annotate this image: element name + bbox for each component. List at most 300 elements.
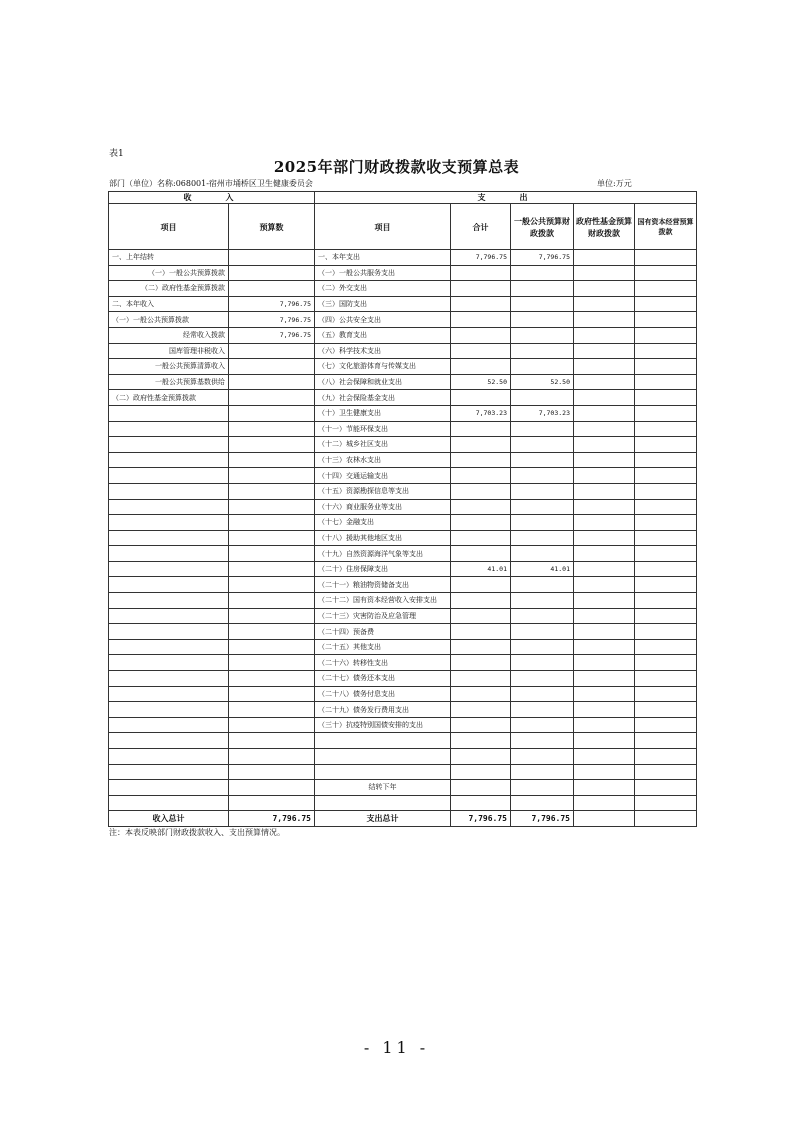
- gov-fund-cell: [574, 343, 635, 359]
- table-row: [109, 390, 697, 406]
- column-header-row: [109, 204, 697, 250]
- gov-fund-cell: [574, 374, 635, 390]
- table-row: [109, 655, 697, 671]
- expense-item-cell: （十二）城乡社区支出: [315, 437, 451, 453]
- income-value-cell: 7,796.75: [229, 327, 315, 343]
- table-row: [109, 749, 697, 765]
- state-capital-cell: [635, 686, 697, 702]
- gov-fund-cell: [574, 639, 635, 655]
- expense-item-cell: （十四）交通运输支出: [315, 468, 451, 484]
- income-item-cell: 二、本年收入: [109, 296, 229, 312]
- table-row: [109, 686, 697, 702]
- table-row: [109, 421, 697, 437]
- table-row: [109, 624, 697, 640]
- income-value-cell: [229, 593, 315, 609]
- total-cell: [451, 795, 511, 811]
- table-row: [109, 405, 697, 421]
- income-value-cell: [229, 421, 315, 437]
- general-budget-cell: 7,703.23: [511, 405, 574, 421]
- total-cell: [451, 530, 511, 546]
- income-item-cell: （二）政府性基金预算拨款: [109, 281, 229, 297]
- general-budget-cell: [511, 764, 574, 780]
- income-item-cell: [109, 577, 229, 593]
- state-capital-cell: [635, 499, 697, 515]
- table-number: 表1: [109, 149, 124, 159]
- income-item-header: 项目: [109, 204, 229, 250]
- gov-fund-cell: [574, 468, 635, 484]
- expense-item-header: 项目: [315, 204, 451, 250]
- expense-item-cell: [315, 795, 451, 811]
- gov-fund-cell: [574, 405, 635, 421]
- state-capital-cell: [635, 405, 697, 421]
- income-value-cell: [229, 702, 315, 718]
- total-cell: [451, 639, 511, 655]
- expense-item-cell: （二十六）转移性支出: [315, 655, 451, 671]
- income-item-cell: [109, 530, 229, 546]
- table-row: [109, 281, 697, 297]
- general-budget-cell: [511, 281, 574, 297]
- state-capital-cell: [635, 250, 697, 266]
- state-capital-header: 国有资本经营预算拨款: [635, 204, 697, 250]
- table-row: [109, 639, 697, 655]
- income-item-cell: 一般公共预算基数供给: [109, 374, 229, 390]
- gov-fund-cell: [574, 717, 635, 733]
- total-cell: [451, 327, 511, 343]
- income-item-cell: [109, 499, 229, 515]
- table-row: [109, 483, 697, 499]
- general-budget-cell: [511, 483, 574, 499]
- state-capital-cell: [635, 655, 697, 671]
- state-capital-cell: [635, 530, 697, 546]
- general-budget-cell: [511, 296, 574, 312]
- total-header: 合计: [451, 204, 511, 250]
- gov-fund-cell: [574, 452, 635, 468]
- table-row: [109, 452, 697, 468]
- table-row: [109, 312, 697, 328]
- total-cell: [451, 749, 511, 765]
- state-capital-cell: [635, 374, 697, 390]
- general-budget-cell: 52.50: [511, 374, 574, 390]
- state-capital-cell: [635, 608, 697, 624]
- income-item-cell: [109, 655, 229, 671]
- total-cell: [451, 764, 511, 780]
- table-row: [109, 343, 697, 359]
- expense-item-cell: （五）教育支出: [315, 327, 451, 343]
- state-capital-cell: [635, 343, 697, 359]
- income-value-cell: [229, 639, 315, 655]
- income-value-cell: [229, 343, 315, 359]
- state-capital-cell: [635, 671, 697, 687]
- table-row: [109, 327, 697, 343]
- table-row: [109, 780, 697, 796]
- income-value-cell: [229, 499, 315, 515]
- income-value-cell: [229, 577, 315, 593]
- income-value-cell: [229, 483, 315, 499]
- general-budget-cell: 41.01: [511, 561, 574, 577]
- general-budget-cell: [511, 593, 574, 609]
- total-cell: [451, 671, 511, 687]
- gov-fund-cell: [574, 515, 635, 531]
- income-item-cell: 国库管理非税收入: [109, 343, 229, 359]
- general-budget-cell: [511, 530, 574, 546]
- gov-fund-cell: [574, 764, 635, 780]
- general-budget-cell: [511, 795, 574, 811]
- state-capital-cell: [635, 717, 697, 733]
- table-row: [109, 265, 697, 281]
- general-budget-cell: [511, 265, 574, 281]
- total-cell: [451, 780, 511, 796]
- table-row: [109, 795, 697, 811]
- expense-item-cell: （二十一）粮油物资储备支出: [315, 577, 451, 593]
- expense-item-cell: [315, 749, 451, 765]
- general-budget-cell: [511, 671, 574, 687]
- expense-item-cell: （二十三）灾害防治及应急管理: [315, 608, 451, 624]
- income-value-cell: [229, 546, 315, 562]
- table-row: [109, 546, 697, 562]
- general-budget-cell: [511, 343, 574, 359]
- expense-item-cell: （十六）商业服务业等支出: [315, 499, 451, 515]
- state-capital-cell: [635, 795, 697, 811]
- gov-fund-total: [574, 811, 635, 827]
- table-row: [109, 561, 697, 577]
- state-capital-cell: [635, 749, 697, 765]
- gov-fund-cell: [574, 655, 635, 671]
- state-capital-cell: [635, 624, 697, 640]
- state-capital-cell: [635, 577, 697, 593]
- gov-fund-cell: [574, 265, 635, 281]
- table-row: [109, 359, 697, 375]
- total-cell: 41.01: [451, 561, 511, 577]
- general-budget-cell: [511, 655, 574, 671]
- gov-fund-cell: [574, 561, 635, 577]
- income-item-cell: [109, 702, 229, 718]
- state-capital-cell: [635, 546, 697, 562]
- expense-item-cell: 一、本年支出: [315, 250, 451, 266]
- table-note: 注：本表反映部门财政拨款收入、支出预算情况。: [109, 828, 285, 837]
- state-capital-cell: [635, 312, 697, 328]
- table-row: [109, 530, 697, 546]
- table-row: [109, 733, 697, 749]
- state-capital-cell: [635, 452, 697, 468]
- state-capital-cell: [635, 593, 697, 609]
- total-cell: [451, 624, 511, 640]
- total-cell: [451, 686, 511, 702]
- general-budget-cell: [511, 702, 574, 718]
- general-budget-cell: [511, 515, 574, 531]
- general-budget-cell: [511, 639, 574, 655]
- state-capital-cell: [635, 780, 697, 796]
- income-item-cell: [109, 452, 229, 468]
- gov-fund-cell: [574, 250, 635, 266]
- income-item-cell: [109, 686, 229, 702]
- expense-item-cell: （十一）节能环保支出: [315, 421, 451, 437]
- state-capital-cell: [635, 702, 697, 718]
- general-budget-cell: [511, 437, 574, 453]
- income-value-cell: [229, 530, 315, 546]
- income-item-cell: [109, 405, 229, 421]
- state-capital-cell: [635, 733, 697, 749]
- income-value-cell: [229, 515, 315, 531]
- total-cell: [451, 468, 511, 484]
- general-budget-cell: [511, 717, 574, 733]
- table-row: [109, 608, 697, 624]
- gov-fund-cell: [574, 608, 635, 624]
- total-cell: [451, 515, 511, 531]
- expense-item-cell: （二十四）预备费: [315, 624, 451, 640]
- expense-item-cell: （二）外交支出: [315, 281, 451, 297]
- income-group-header: 收 入: [109, 192, 315, 204]
- general-budget-cell: [511, 390, 574, 406]
- gov-fund-cell: [574, 686, 635, 702]
- total-cell: [451, 265, 511, 281]
- table-row: [109, 671, 697, 687]
- group-header-row: [109, 192, 697, 204]
- general-budget-cell: [511, 608, 574, 624]
- income-item-cell: [109, 717, 229, 733]
- income-item-cell: [109, 546, 229, 562]
- state-capital-cell: [635, 515, 697, 531]
- expense-item-cell: （二十九）债务发行费用支出: [315, 702, 451, 718]
- gov-fund-cell: [574, 312, 635, 328]
- table-row: [109, 296, 697, 312]
- state-capital-cell: [635, 764, 697, 780]
- gov-fund-header: 政府性基金预算财政拨款: [574, 204, 635, 250]
- totals-row: [109, 811, 697, 827]
- income-item-cell: [109, 624, 229, 640]
- income-value-cell: [229, 405, 315, 421]
- gov-fund-cell: [574, 390, 635, 406]
- total-cell: [451, 593, 511, 609]
- state-capital-cell: [635, 468, 697, 484]
- expense-item-cell: （二十八）债务付息支出: [315, 686, 451, 702]
- expense-item-cell: （十五）资源勘探信息等支出: [315, 483, 451, 499]
- income-value-cell: [229, 780, 315, 796]
- expense-total-value: 7,796.75: [451, 811, 511, 827]
- table-row: [109, 593, 697, 609]
- income-value-cell: [229, 795, 315, 811]
- expense-item-cell: （十）卫生健康支出: [315, 405, 451, 421]
- expense-item-cell: （三）国防支出: [315, 296, 451, 312]
- gov-fund-cell: [574, 624, 635, 640]
- state-capital-cell: [635, 561, 697, 577]
- gov-fund-cell: [574, 499, 635, 515]
- gov-fund-cell: [574, 281, 635, 297]
- table-row: [109, 764, 697, 780]
- income-value-cell: [229, 452, 315, 468]
- page-number: - 11 -: [363, 1038, 430, 1057]
- income-item-cell: [109, 608, 229, 624]
- general-budget-cell: [511, 686, 574, 702]
- income-item-cell: [109, 593, 229, 609]
- gov-fund-cell: [574, 593, 635, 609]
- total-cell: [451, 483, 511, 499]
- gov-fund-cell: [574, 671, 635, 687]
- unit-label: 单位:万元: [597, 179, 632, 188]
- income-item-cell: [109, 421, 229, 437]
- general-budget-cell: [511, 499, 574, 515]
- income-total-value: 7,796.75: [229, 811, 315, 827]
- gov-fund-cell: [574, 530, 635, 546]
- expense-item-cell: 结转下年: [315, 780, 451, 796]
- income-item-cell: [109, 764, 229, 780]
- income-item-cell: [109, 483, 229, 499]
- state-capital-cell: [635, 639, 697, 655]
- expense-item-cell: （二十）住房保障支出: [315, 561, 451, 577]
- general-budget-cell: [511, 452, 574, 468]
- expense-item-cell: [315, 764, 451, 780]
- income-value-cell: [229, 250, 315, 266]
- expense-item-cell: （二十七）债务还本支出: [315, 671, 451, 687]
- table-row: [109, 250, 697, 266]
- income-value-cell: [229, 561, 315, 577]
- budget-table: [108, 191, 697, 827]
- general-budget-cell: [511, 780, 574, 796]
- income-item-cell: [109, 561, 229, 577]
- income-item-cell: 一、上年结转: [109, 250, 229, 266]
- total-cell: [451, 546, 511, 562]
- income-value-cell: [229, 608, 315, 624]
- income-item-cell: [109, 795, 229, 811]
- income-total-label: 收入总计: [109, 811, 229, 827]
- income-value-cell: [229, 468, 315, 484]
- total-cell: [451, 281, 511, 297]
- expense-item-cell: （四）公共安全支出: [315, 312, 451, 328]
- income-item-cell: [109, 639, 229, 655]
- table-row: [109, 468, 697, 484]
- general-budget-cell: [511, 546, 574, 562]
- general-budget-cell: [511, 359, 574, 375]
- expense-general-total: 7,796.75: [511, 811, 574, 827]
- income-value-cell: [229, 281, 315, 297]
- income-item-cell: [109, 515, 229, 531]
- total-cell: [451, 717, 511, 733]
- gov-fund-cell: [574, 359, 635, 375]
- state-capital-cell: [635, 296, 697, 312]
- income-value-cell: [229, 671, 315, 687]
- general-budget-cell: [511, 577, 574, 593]
- income-value-cell: [229, 686, 315, 702]
- income-value-cell: [229, 764, 315, 780]
- state-capital-cell: [635, 390, 697, 406]
- state-capital-cell: [635, 483, 697, 499]
- income-value-cell: [229, 265, 315, 281]
- total-cell: [451, 608, 511, 624]
- table-row: [109, 515, 697, 531]
- gov-fund-cell: [574, 437, 635, 453]
- gov-fund-cell: [574, 733, 635, 749]
- expense-item-cell: （十九）自然资源海洋气象等支出: [315, 546, 451, 562]
- total-cell: [451, 452, 511, 468]
- table-row: [109, 499, 697, 515]
- income-value-cell: [229, 374, 315, 390]
- expense-item-cell: （七）文化旅游体育与传媒支出: [315, 359, 451, 375]
- general-budget-cell: 7,796.75: [511, 250, 574, 266]
- state-capital-cell: [635, 359, 697, 375]
- state-capital-cell: [635, 281, 697, 297]
- total-cell: [451, 296, 511, 312]
- income-budget-header: 预算数: [229, 204, 315, 250]
- income-item-cell: [109, 733, 229, 749]
- expense-item-cell: （十三）农林水支出: [315, 452, 451, 468]
- general-budget-cell: [511, 624, 574, 640]
- total-cell: [451, 437, 511, 453]
- gov-fund-cell: [574, 702, 635, 718]
- gov-fund-cell: [574, 577, 635, 593]
- expense-item-cell: [315, 733, 451, 749]
- income-item-cell: [109, 437, 229, 453]
- state-capital-total: [635, 811, 697, 827]
- expense-item-cell: （九）社会保险基金支出: [315, 390, 451, 406]
- income-item-cell: （二）政府性基金预算拨款: [109, 390, 229, 406]
- total-cell: [451, 343, 511, 359]
- general-budget-cell: [511, 733, 574, 749]
- expense-item-cell: （十八）援助其他地区支出: [315, 530, 451, 546]
- income-value-cell: 7,796.75: [229, 312, 315, 328]
- gov-fund-cell: [574, 421, 635, 437]
- income-value-cell: [229, 749, 315, 765]
- income-item-cell: （一）一般公共预算拨款: [109, 312, 229, 328]
- total-cell: [451, 359, 511, 375]
- general-budget-cell: [511, 327, 574, 343]
- table-row: [109, 374, 697, 390]
- page-title: 2025年部门财政拨款收支预算总表: [273, 158, 520, 176]
- total-cell: [451, 655, 511, 671]
- income-value-cell: [229, 359, 315, 375]
- total-cell: 7,703.23: [451, 405, 511, 421]
- income-value-cell: [229, 437, 315, 453]
- table-row: [109, 717, 697, 733]
- state-capital-cell: [635, 327, 697, 343]
- income-item-cell: [109, 749, 229, 765]
- general-budget-cell: [511, 312, 574, 328]
- expense-total-label: 支出总计: [315, 811, 451, 827]
- general-budget-cell: [511, 749, 574, 765]
- department-name: 部门（单位）名称:068001-宿州市埇桥区卫生健康委员会: [109, 179, 313, 188]
- total-cell: [451, 421, 511, 437]
- total-cell: 52.50: [451, 374, 511, 390]
- gov-fund-cell: [574, 749, 635, 765]
- income-item-cell: [109, 780, 229, 796]
- expense-item-cell: （二十五）其他支出: [315, 639, 451, 655]
- general-budget-cell: [511, 421, 574, 437]
- gov-fund-cell: [574, 795, 635, 811]
- expense-item-cell: （十七）金融支出: [315, 515, 451, 531]
- total-cell: [451, 312, 511, 328]
- state-capital-cell: [635, 437, 697, 453]
- table-row: [109, 702, 697, 718]
- total-cell: [451, 499, 511, 515]
- income-item-cell: 一般公共预算清算收入: [109, 359, 229, 375]
- gov-fund-cell: [574, 546, 635, 562]
- income-value-cell: [229, 390, 315, 406]
- total-cell: [451, 702, 511, 718]
- expense-item-cell: （六）科学技术支出: [315, 343, 451, 359]
- expense-item-cell: （一）一般公共服务支出: [315, 265, 451, 281]
- table-row: [109, 437, 697, 453]
- income-item-cell: （一）一般公共预算拨款: [109, 265, 229, 281]
- gov-fund-cell: [574, 483, 635, 499]
- general-budget-header: 一般公共预算财政拨款: [511, 204, 574, 250]
- income-value-cell: [229, 624, 315, 640]
- table-row: [109, 577, 697, 593]
- total-cell: [451, 577, 511, 593]
- expense-group-header: 支 出: [315, 192, 697, 204]
- gov-fund-cell: [574, 296, 635, 312]
- income-value-cell: 7,796.75: [229, 296, 315, 312]
- state-capital-cell: [635, 265, 697, 281]
- income-item-cell: [109, 468, 229, 484]
- total-cell: 7,796.75: [451, 250, 511, 266]
